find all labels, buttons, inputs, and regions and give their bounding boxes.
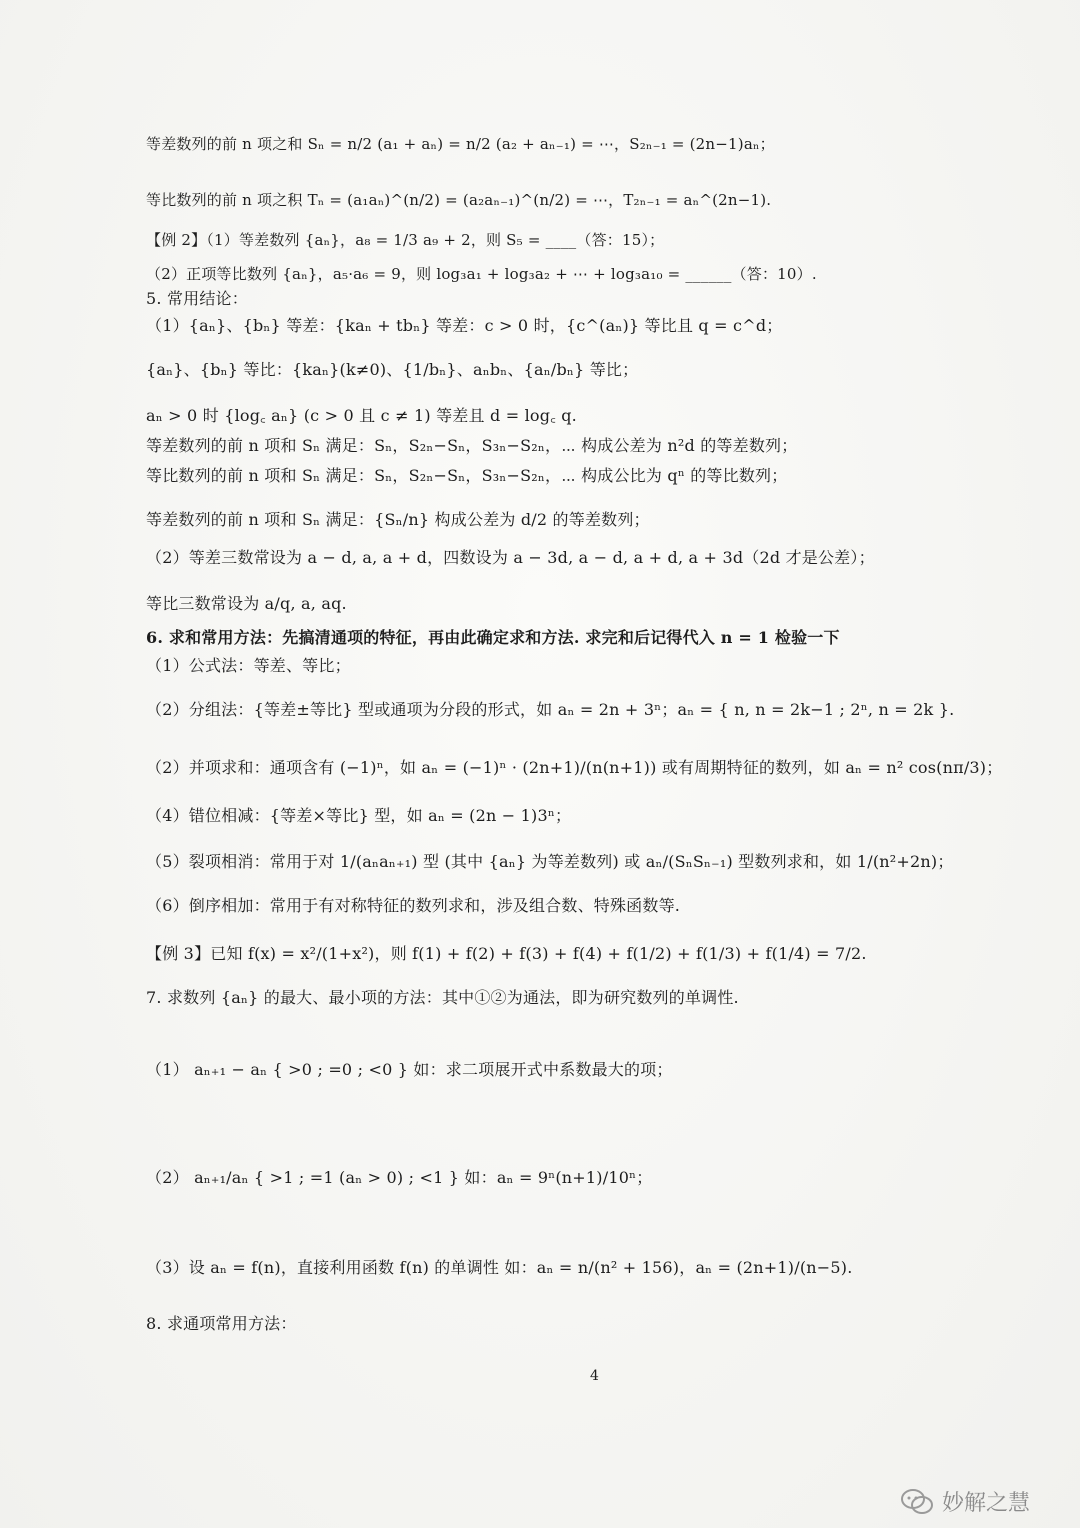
example-3: 【例 3】已知 f(x) = x²/(1+x²)，则 f(1) + f(2) + f(3) + f(4) + f(1/2) + f(1/3) + f(1/4) = 7/2. <box>146 944 867 963</box>
wechat-icon <box>900 1488 934 1516</box>
watermark-label: 妙解之慧 <box>942 1491 1031 1516</box>
text-line: （2）等差三数常设为 a − d, a, a + d，四数设为 a − 3d, a − d, a + d, a + 3d（2d 才是公差）； <box>146 548 875 567</box>
text-line: 等差数列的前 n 项和 Sₙ 满足：Sₙ，S₂ₙ−Sₙ，S₃ₙ−S₂ₙ，⋯ 构成公差为 n²d 的等差数列； <box>146 436 798 455</box>
section-7-heading: 7. 求数列 {aₙ} 的最大、最小项的方法：其中①②为通法，即为研究数列的单调性. <box>146 988 739 1007</box>
text-line: （5）裂项相消：常用于对 1/(aₙaₙ₊₁) 型 (其中 {aₙ} 为等差数列) 或 aₙ/(SₙSₙ₋₁) 型数列求和，如 1/(n²+2n)； <box>146 852 954 871</box>
section-5-heading: 5. 常用结论： <box>146 289 248 308</box>
text-line: （1） aₙ₊₁ − aₙ { >0 ; =0 ; <0 } 如：求二项展开式中系数最大的项； <box>146 1060 673 1079</box>
example-2-part-1: 【例 2】（1）等差数列 {aₙ}，a₈ = 1/3 a₉ + 2，则 S₅ = ____（答：15）； <box>146 231 665 249</box>
text-line: aₙ > 0 时 {log꜀ aₙ} (c > 0 且 c ≠ 1) 等差且 d = log꜀ q. <box>146 406 577 425</box>
section-8-heading: 8. 求通项常用方法： <box>146 1314 297 1333</box>
text-line: {aₙ}、{bₙ} 等比：{kaₙ}(k≠0)、{1/bₙ}、aₙbₙ、{aₙ/bₙ} 等比； <box>146 360 639 379</box>
page-number: 4 <box>590 1368 599 1384</box>
text-line: （1）{aₙ}、{bₙ} 等差：{kaₙ + tbₙ} 等差：c > 0 时，{c^(aₙ)} 等比且 q = c^d； <box>146 316 783 335</box>
text-line: （2）分组法：{等差±等比} 型或通项为分段的形式，如 aₙ = 2n + 3ⁿ；aₙ = { n, n = 2k−1 ; 2ⁿ, n = 2k }. <box>146 700 955 719</box>
watermark <box>900 1486 1030 1517</box>
text-line: （2）并项求和：通项含有 (−1)ⁿ，如 aₙ = (−1)ⁿ · (2n+1)/(n(n+1)) 或有周期特征的数列，如 aₙ = n² cos(nπ/3)； <box>146 758 1003 777</box>
text-line: （3）设 aₙ = f(n)，直接利用函数 f(n) 的单调性 如：aₙ = n/(n² + 156)，aₙ = (2n+1)/(n−5). <box>146 1258 853 1277</box>
text-line: 等比三数常设为 a/q, a, aq. <box>146 594 347 613</box>
text-line: 等比数列的前 n 项之积 Tₙ = (a₁aₙ)^(n/2) = (a₂aₙ₋₁)^(n/2) = ⋯，T₂ₙ₋₁ = aₙ^(2n−1). <box>146 191 772 209</box>
text-line: （6）倒序相加：常用于有对称特征的数列求和，涉及组合数、特殊函数等. <box>146 896 681 915</box>
text-line: （2） aₙ₊₁/aₙ { >1 ; =1 (aₙ > 0) ; <1 } 如：aₙ = 9ⁿ(n+1)/10ⁿ； <box>146 1168 653 1187</box>
example-2-part-2: （2）正项等比数列 {aₙ}，a₅·a₆ = 9，则 log₃a₁ + log₃a₂ + ⋯ + log₃a₁₀ = ______（答：10）. <box>146 265 817 283</box>
text-line: 等比数列的前 n 项和 Sₙ 满足：Sₙ，S₂ₙ−Sₙ，S₃ₙ−S₂ₙ，⋯ 构成公比为 qⁿ 的等比数列； <box>146 466 788 485</box>
section-6-heading: 6. 求和常用方法：先搞清通项的特征，再由此确定求和方法. 求完和后记得代入 n = 1 检验一下 <box>146 628 840 647</box>
text-line: 等差数列的前 n 项和 Sₙ 满足：{Sₙ/n} 构成公差为 d/2 的等差数列； <box>146 510 650 529</box>
text-line: （4）错位相减：{等差×等比} 型，如 aₙ = (2n − 1)3ⁿ； <box>146 806 572 825</box>
text-line: 等差数列的前 n 项之和 Sₙ = n/2 (a₁ + aₙ) = n/2 (a₂ + aₙ₋₁) = ⋯，S₂ₙ₋₁ = (2n−1)aₙ； <box>146 135 775 153</box>
text-line: （1）公式法：等差、等比； <box>146 656 351 675</box>
